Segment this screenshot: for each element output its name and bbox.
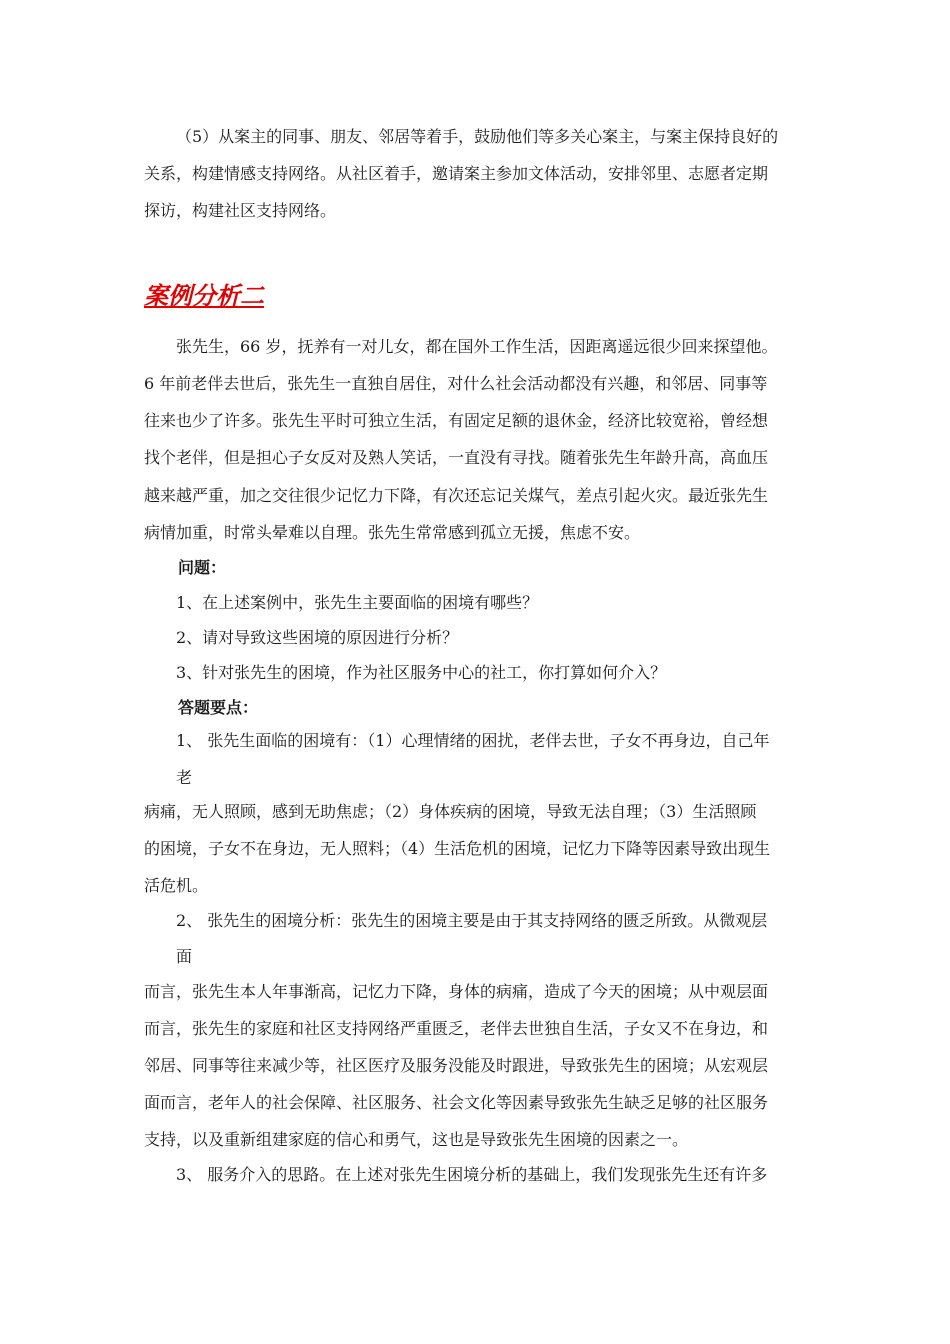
answer3-line-1: 3、 服务介入的思路。在上述对张先生困境分析的基础上，我们发现张先生还有许多 — [176, 1165, 768, 1184]
question-2: 2、请对导致这些困境的原因进行分析？ — [176, 628, 459, 647]
question-1: 1、在上述案例中，张先生主要面临的困境有哪些？ — [176, 593, 539, 612]
answer1-line-3: 病痛，无人照顾，感到无助焦虑；（2）身体疾病的困境，导致无法自理；（3）生活照顾 — [144, 802, 757, 821]
answer2-line-1: 2、 张先生的困境分析：张先生的困境主要是由于其支持网络的匮乏所致。从微观层 — [176, 911, 768, 930]
answer1-line-2: 老 — [176, 768, 193, 787]
answer2-line-5: 邻居、同事等往来减少等，社区医疗及服务没能及时跟进，导致张先生的困境；从宏观层 — [144, 1056, 769, 1075]
answer2-line-7: 支持，以及重新组建家庭的信心和勇气，这也是导致张先生困境的因素之一。 — [144, 1130, 689, 1149]
questions-label: 问题： — [178, 558, 227, 577]
case-line-1: 张先生，66 岁，抚养有一对儿女，都在国外工作生活，因距离遥远很少回来探望他。 — [176, 337, 778, 356]
answer-label: 答题要点： — [178, 698, 259, 717]
answer2-line-2: 面 — [176, 947, 193, 966]
question-3: 3、针对张先生的困境，作为社区服务中心的社工，你打算如何介入？ — [176, 663, 667, 682]
answer2-line-3: 而言，张先生本人年事渐高，记忆力下降，身体的病痛，造成了今天的困境；从中观层面 — [144, 982, 769, 1001]
answer1-line-1: 1、 张先生面临的困境有：（1）心理情绪的困扰，老伴去世，子女不再身边，自己年 — [176, 731, 770, 750]
answer1-line-5: 活危机。 — [144, 876, 209, 895]
case-line-5: 越来越严重，加之交往很少记忆力下降，有次还忘记关煤气，差点引起火灾。最近张先生 — [144, 486, 769, 505]
para5-line-2: 关系，构建情感支持网络。从社区着手，邀请案主参加文体活动，安排邻里、志愿者定期 — [144, 164, 769, 183]
answer2-line-4: 而言，张先生的家庭和社区支持网络严重匮乏，老伴去世独自生活，子女又不在身边，和 — [144, 1019, 769, 1038]
case-line-2: 6 年前老伴去世后，张先生一直独自居住，对什么社会活动都没有兴趣，和邻居、同事等 — [144, 374, 768, 393]
case-line-3: 往来也少了许多。张先生平时可独立生活，有固定足额的退休金，经济比较宽裕，曾经想 — [144, 411, 769, 430]
case-line-6: 病情加重，时常头晕难以自理。张先生常常感到孤立无援，焦虑不安。 — [144, 523, 641, 542]
answer1-line-4: 的困境，子女不在身边，无人照料；（4）生活危机的困境，记忆力下降等因素导致出现生 — [144, 839, 771, 858]
para5-line-1: （5）从案主的同事、朋友、邻居等着手，鼓励他们等多关心案主，与案主保持良好的 — [176, 127, 779, 146]
case-line-4: 找个老伴，但是担心子女反对及熟人笑话，一直没有寻找。随着张先生年龄升高，高血压 — [144, 448, 769, 467]
section-heading: 案例分析二 — [144, 282, 264, 310]
answer2-line-6: 面而言，老年人的社会保障、社区服务、社会文化等因素导致张先生缺乏足够的社区服务 — [144, 1093, 769, 1112]
para5-line-3: 探访，构建社区支持网络。 — [144, 201, 337, 220]
